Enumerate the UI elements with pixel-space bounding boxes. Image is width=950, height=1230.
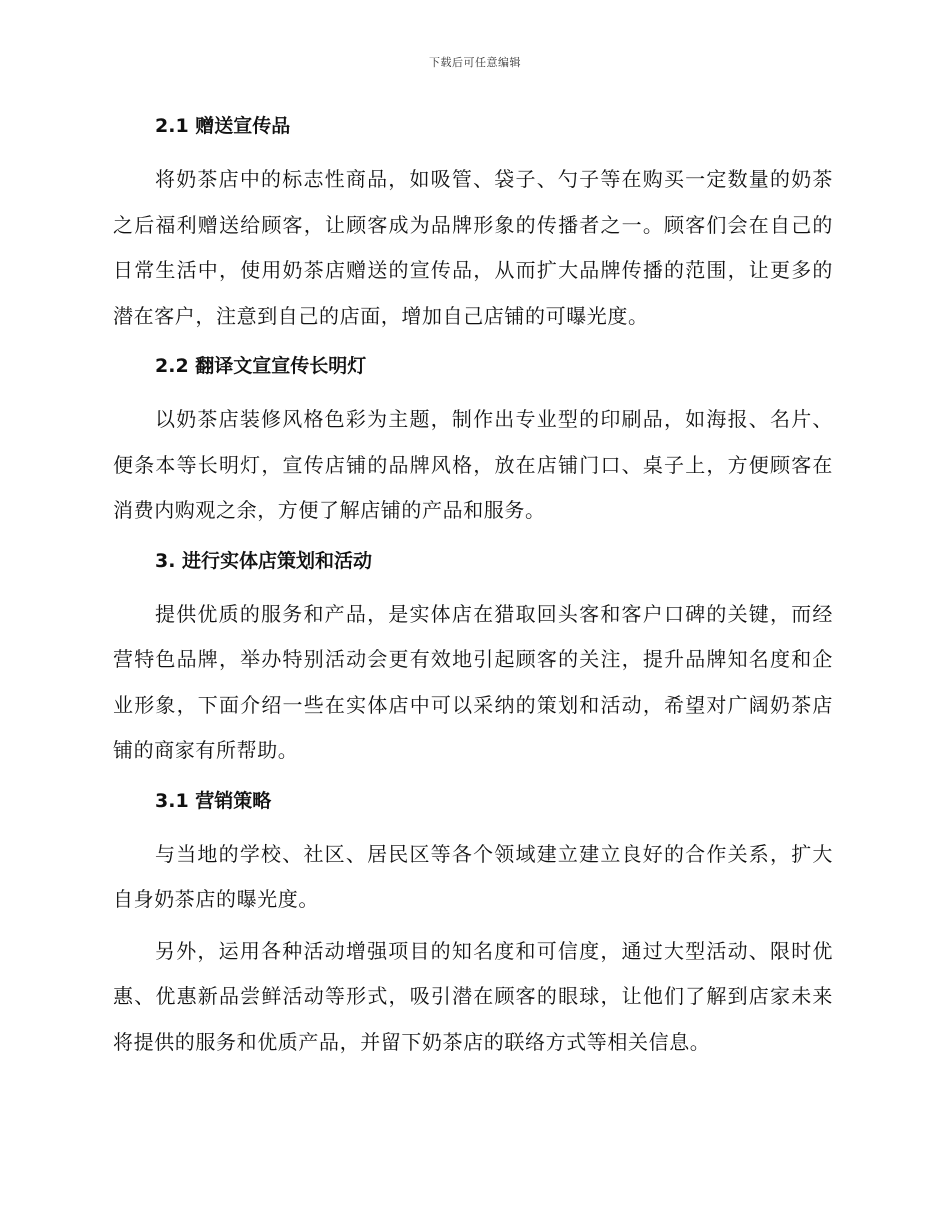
- section-heading-2-2: 2.2 翻译文宣宣传长明灯: [155, 355, 367, 377]
- document-body: [113, 112, 833, 1065]
- paragraph: 将奶茶店中的标志性商品，如吸管、袋子、勺子等在购买一定数量的奶茶之后福利赠送给顾客，让顾客成为品牌形象的传播者之一。顾客们会在自己的日常生活中，使用奶茶店赠送的宣传品，从而扩大品牌传播的范围，让更多的潜在客户，注意到自己的店面，增加自己店铺的可曝光度。: [113, 167, 833, 328]
- page-header: 下载后可任意编辑: [429, 56, 521, 69]
- paragraph: 以奶茶店装修风格色彩为主题，制作出专业型的印刷品，如海报、名片、便条本等长明灯，宣传店铺的品牌风格，放在店铺门口、桌子上，方便顾客在消费内购观之余，方便了解店铺的产品和服务。: [113, 407, 833, 522]
- paragraph: 提供优质的服务和产品，是实体店在猎取回头客和客户口碑的关键，而经营特色品牌，举办特别活动会更有效地引起顾客的关注，提升品牌知名度和企业形象，下面介绍一些在实体店中可以采纳的策划和活动，希望对广阔奶茶店铺的商家有所帮助。: [113, 601, 833, 762]
- paragraph: 与当地的学校、社区、居民区等各个领域建立建立良好的合作关系，扩大自身奶茶店的曝光度。: [113, 841, 833, 911]
- section-heading-3-1: 3.1 营销策略: [155, 789, 272, 812]
- paragraph: 另外，运用各种活动增强项目的知名度和可信度，通过大型活动、限时优惠、优惠新品尝鲜活动等形式，吸引潜在顾客的眼球，让他们了解到店家未来将提供的服务和优质产品，并留下奶茶店的联络方式等相关信息。: [113, 938, 833, 1054]
- section-heading-3: 3. 进行实体店策划和活动: [155, 549, 373, 572]
- section-heading-2-1: 2.1 赠送宣传品: [155, 115, 291, 137]
